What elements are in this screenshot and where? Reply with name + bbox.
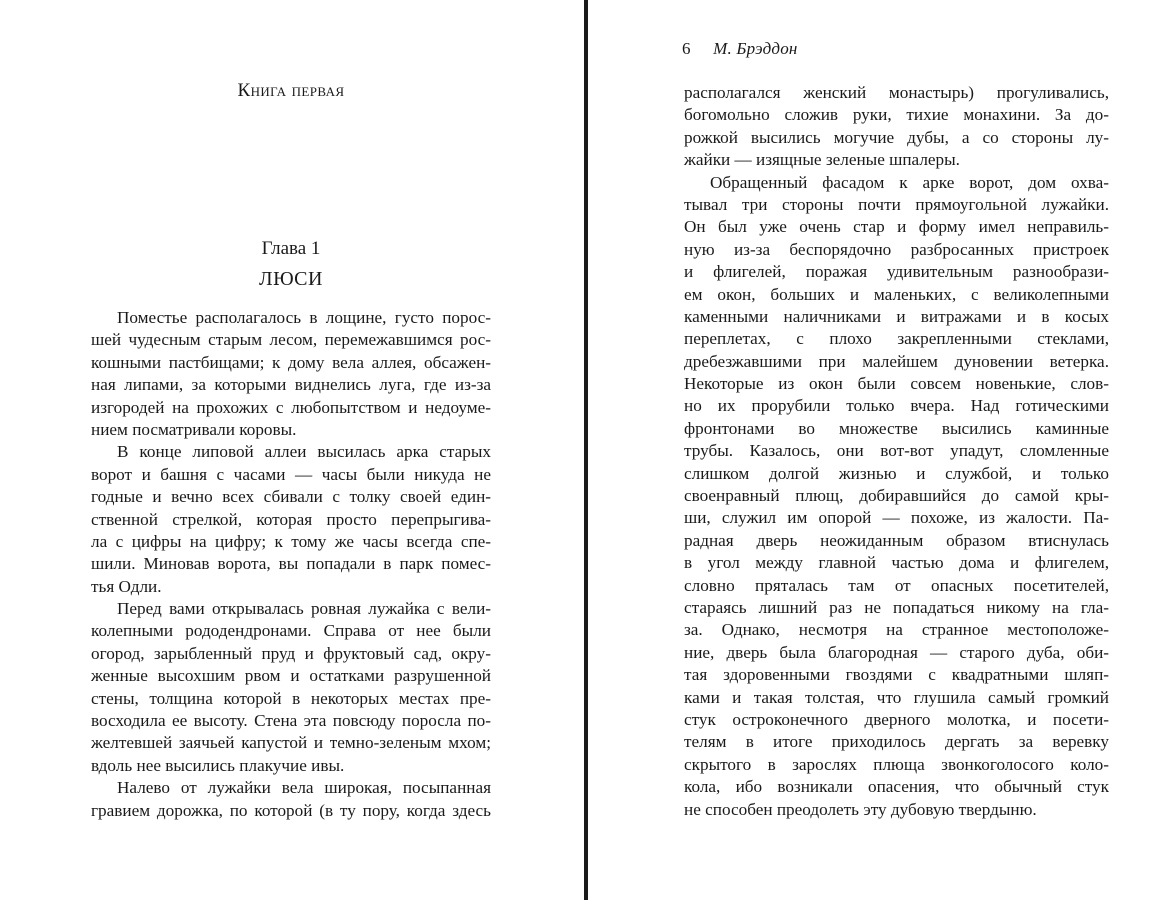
text-line: тая здоровенными гвоздями с квадратными шляп- — [684, 665, 1109, 685]
book-title — [91, 80, 491, 102]
text-line: колепными рододендронами. Справа от нее были — [91, 621, 491, 641]
text-line: слишком долгой жизнью и службой, и только — [684, 463, 1109, 483]
text-line: нием посматривали коровы. — [91, 419, 297, 439]
text-line: женные высохшим рвом и остатками разрушенной — [91, 666, 491, 686]
text-line: словно пряталась там от опасных посетителей, — [684, 575, 1109, 595]
text-line: ние, дверь была благородная — старого дуба, оби- — [684, 642, 1109, 662]
text-line: ственной стрелкой, которая просто перепрыгива- — [91, 509, 491, 529]
text-line: дребезжавшими при малейшем дуновении ветерка. — [684, 351, 1109, 371]
text-line: телям в итоге приходилось дергать за веревку — [684, 732, 1109, 752]
text-line: желтевшей заячьей капустой и темно-зеленым мхом; — [91, 733, 491, 753]
text-line: тывал три стороны почти прямоугольной лужайки. — [684, 194, 1109, 214]
text-line: своенравный плющ, добиравшийся до самой кры- — [684, 486, 1109, 506]
text-line: за. Однако, несмотря на странное местоположе- — [684, 620, 1109, 640]
text-line: скрытого в зарослях плюща звонкоголосого коло- — [684, 754, 1109, 774]
running-head-author: М. Брэддон — [713, 39, 798, 58]
text-line: Он был уже очень стар и форму имел неправиль- — [684, 217, 1109, 237]
chapter-title: ЛЮСИ — [259, 268, 323, 290]
text-line: но их прорубили только вчера. Над готическими — [684, 396, 1109, 416]
text-line: шили. Миновав ворота, вы попадали в парк помес- — [91, 554, 491, 574]
text-line: шей чудесным старым лесом, перемежавшимся рос- — [91, 330, 491, 350]
text-line: трубы. Казалось, они вот-вот упадут, сломленные — [684, 441, 1109, 461]
text-line: богомольно сложив руки, тихие монахини. За до- — [684, 105, 1109, 125]
right-page — [588, 0, 1174, 900]
text-line: Обращенный фасадом к арке ворот, дом охва- — [710, 172, 1109, 192]
text-line: стараясь лишний раз не попадаться никому на гла- — [684, 597, 1109, 617]
text-line: изгородей на прохожих с любопытством и недоуме- — [91, 397, 491, 417]
text-line: рожкой высились могучие дубы, а со стороны лу- — [684, 127, 1109, 147]
text-line: годные и вечно всех сбивали с толку своей един- — [91, 487, 491, 507]
text-line: Налево от лужайки вела широкая, посыпанная — [117, 778, 491, 798]
text-line: вдоль нее высились плакучие ивы. — [91, 755, 345, 775]
right-page-body-text — [684, 82, 1109, 821]
text-line: гравием дорожка, по которой (в ту пору, когда здесь — [91, 800, 491, 820]
text-line: ками и такая толстая, что глушила самый громкий — [684, 687, 1109, 707]
text-line: восходила ее высоту. Стена эта повсюду поросла по- — [91, 711, 491, 731]
text-line: фронтонами во множестве высились каминные — [684, 418, 1109, 438]
text-line: ем окон, больших и маленьких, с великолепными — [684, 284, 1109, 304]
text-line: ши, служил им опорой — похоже, из жалости. Па- — [684, 508, 1109, 528]
left-page — [0, 0, 584, 900]
text-line: и флигелей, поражая удивительным разнообрази- — [684, 262, 1109, 282]
text-line: огород, зарыбленный пруд и фруктовый сад, окру- — [91, 643, 491, 663]
text-line: ную из-за беспорядочно разбросанных пристроек — [684, 239, 1109, 259]
text-line: Перед вами открывалась ровная лужайка с вели- — [117, 599, 491, 619]
text-line: располагался женский монастырь) прогуливались, — [684, 83, 1109, 102]
book-title-text: Книга первая — [237, 80, 345, 101]
text-line: переплетах, с плохо закрепленными стеклами, — [684, 329, 1109, 349]
text-line: В конце липовой аллеи высилась арка старых — [117, 442, 491, 462]
text-line: радная дверь неожиданным образом втиснулась — [684, 530, 1109, 550]
text-line: кола, ибо возникали опасения, что обычный стук — [684, 777, 1109, 797]
text-line: жайки — изящные зеленые шпалеры. — [684, 150, 960, 170]
chapter-number: Глава 1 — [261, 238, 321, 259]
text-line: тья Одли. — [91, 576, 162, 596]
text-line: ла с цифры на цифру; к тому же часы всегда спе- — [91, 531, 491, 551]
left-page-body-text — [91, 307, 491, 822]
text-line: ная липами, за которыми виднелись луга, где из-за — [91, 375, 491, 395]
text-line: Поместье располагалось в лощине, густо порос- — [117, 308, 491, 327]
text-line: в угол между главной частью дома и флигелем, — [684, 553, 1109, 573]
running-head — [682, 39, 798, 59]
text-line: не способен преодолеть эту дубовую твердыню. — [684, 799, 1037, 819]
page-number: 6 — [682, 39, 691, 58]
text-line: стены, толщина которой в некоторых местах пре- — [91, 688, 491, 708]
text-line: стук остроконечного дверного молотка, и посети- — [684, 709, 1109, 729]
text-line: Некоторые из окон были совсем новенькие, слов- — [684, 374, 1109, 394]
text-line: ворот и башня с часами — часы были никуда не — [91, 464, 491, 484]
text-line: каменными наличниками и витражами и в косых — [684, 306, 1109, 326]
text-line: кошными пастбищами; к дому вела аллея, обсажен- — [91, 352, 491, 372]
